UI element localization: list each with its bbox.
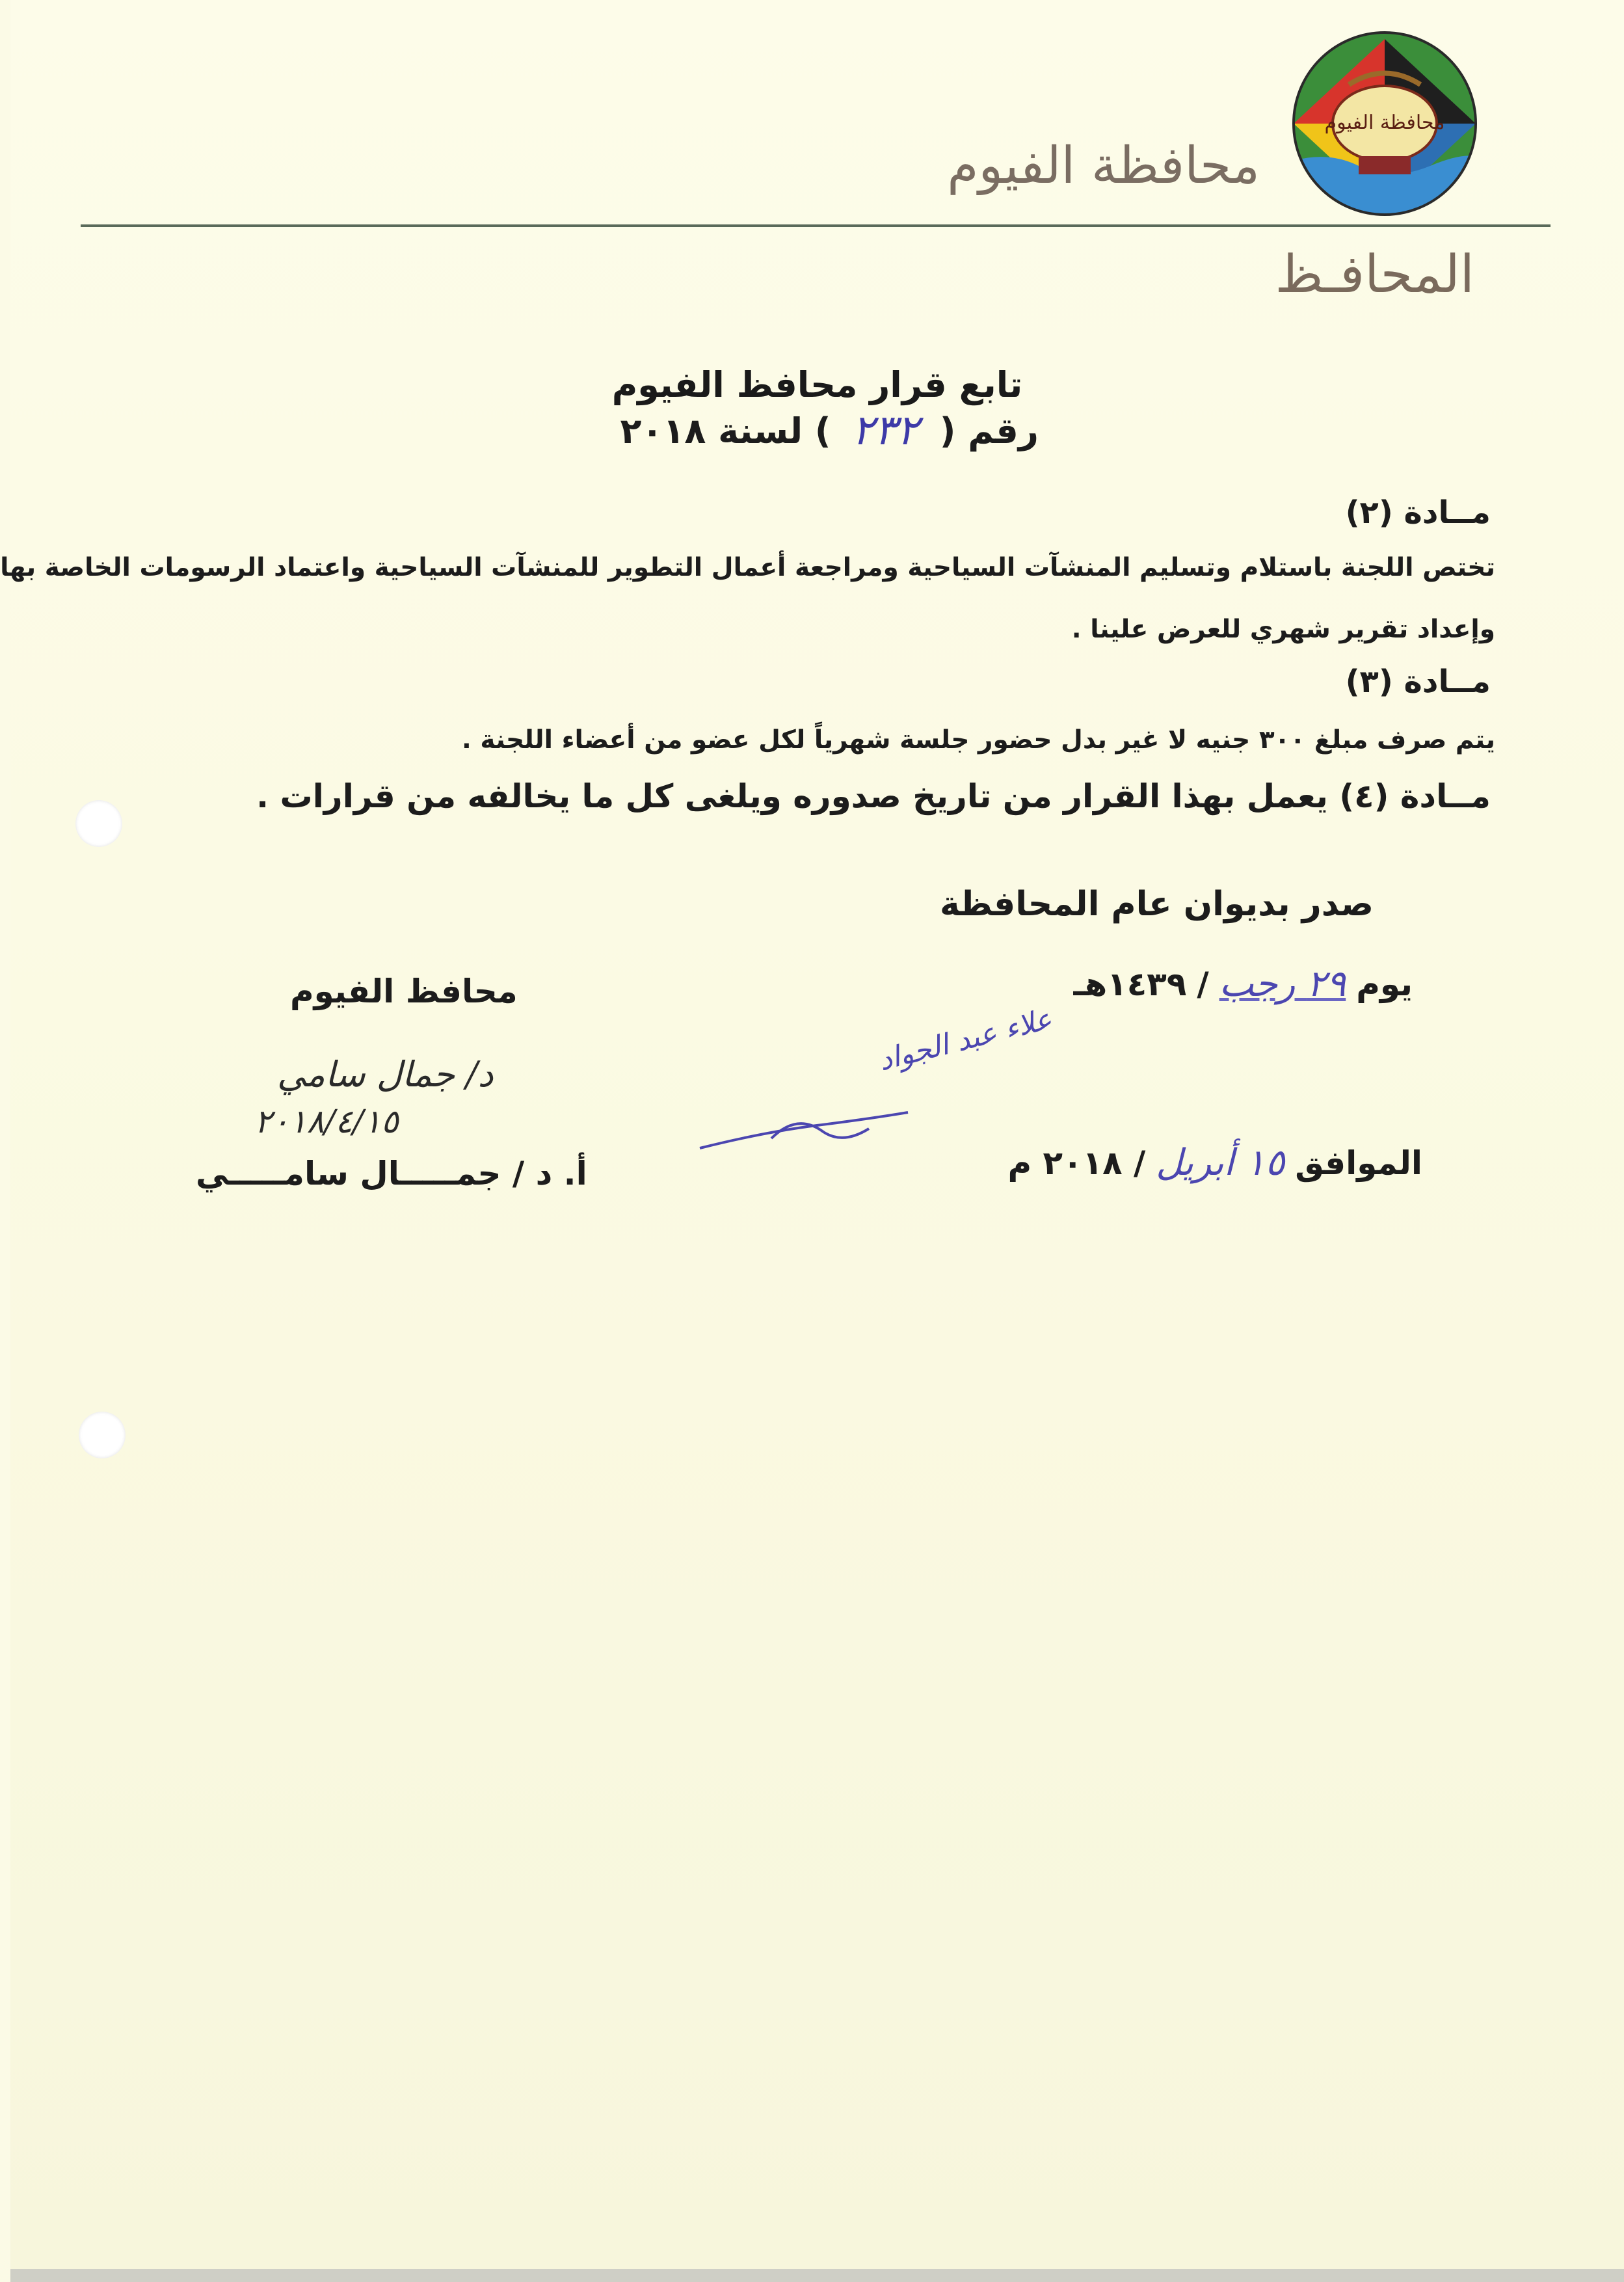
- letterhead-divider: [81, 224, 1551, 227]
- article-2-line-2: وإعداد تقرير شهري للعرض علينا .: [1071, 615, 1495, 644]
- issued-at-text: صدر بديوان عام المحافظة: [939, 885, 1374, 924]
- gregorian-year: / ٢٠١٨ م: [1007, 1144, 1146, 1182]
- scan-bottom-edge: [10, 2269, 1624, 2282]
- article-3-line-1: يتم صرف مبلغ ٣٠٠ جنيه لا غير بدل حضور جلسة شهرياً لكل عضو من أعضاء اللجنة .: [462, 725, 1495, 755]
- letterhead-office-title: المحافـظ: [1275, 244, 1474, 304]
- hijri-year: ١٤٣٩هـ: [1073, 965, 1187, 1003]
- governorate-emblem-icon: [1287, 26, 1482, 221]
- signature-handwritten-date: ٢٠١٨/٤/١٥: [254, 1103, 399, 1140]
- article-2-line-1: تختص اللجنة باستلام وتسليم المنشآت السياحية ومراجعة أعمال التطوير للمنشآت السياحية واعتماد الرسومات الخاصة بها: [0, 553, 1495, 582]
- decision-number-handwritten: ٢٣٢: [851, 407, 919, 455]
- article-4-line: مــادة (٤) يعمل بهذا القرار من تاريخ صدوره ويلغى كل ما يخالفه من قرارات .: [256, 777, 1491, 815]
- decision-number-row: [620, 407, 1039, 455]
- gregorian-day-handwritten: ١٥ أبريل: [1156, 1142, 1285, 1184]
- hijri-day-handwritten: ٢٩ رجب: [1219, 963, 1346, 1005]
- signature-handwritten-name: د/ جمال سامي: [277, 1054, 494, 1095]
- decision-follow-line: تابع قرار محافظ الفيوم: [611, 364, 1023, 405]
- initials-signature-icon: [687, 1002, 1056, 1164]
- hijri-date-row: [1074, 963, 1413, 1005]
- gregorian-date-row: [1007, 1142, 1422, 1184]
- signature-title: محافظ الفيوم: [290, 973, 518, 1010]
- gregorian-label: الموافق: [1295, 1144, 1422, 1182]
- svg-text:علاء عبد الجواد: علاء عبد الجواد: [875, 1002, 1056, 1078]
- decision-number-suffix: ) لسنة ٢٠١٨: [620, 410, 831, 451]
- hijri-day-label: يوم: [1356, 965, 1413, 1003]
- punch-hole: [75, 800, 122, 847]
- hijri-separator: /: [1197, 965, 1209, 1003]
- letterhead-governorate-name: محافظة الفيوم: [947, 137, 1260, 195]
- article-3-title: مــادة (٣): [1345, 664, 1491, 700]
- punch-hole: [79, 1412, 126, 1458]
- article-2-title: مــادة (٢): [1345, 494, 1491, 531]
- decision-number-prefix: رقم (: [939, 410, 1039, 451]
- svg-text:محافظة الفيوم: محافظة الفيوم: [1324, 111, 1445, 134]
- signature-printed-name: أ. د / جمـــــال سامـــــي: [196, 1155, 587, 1192]
